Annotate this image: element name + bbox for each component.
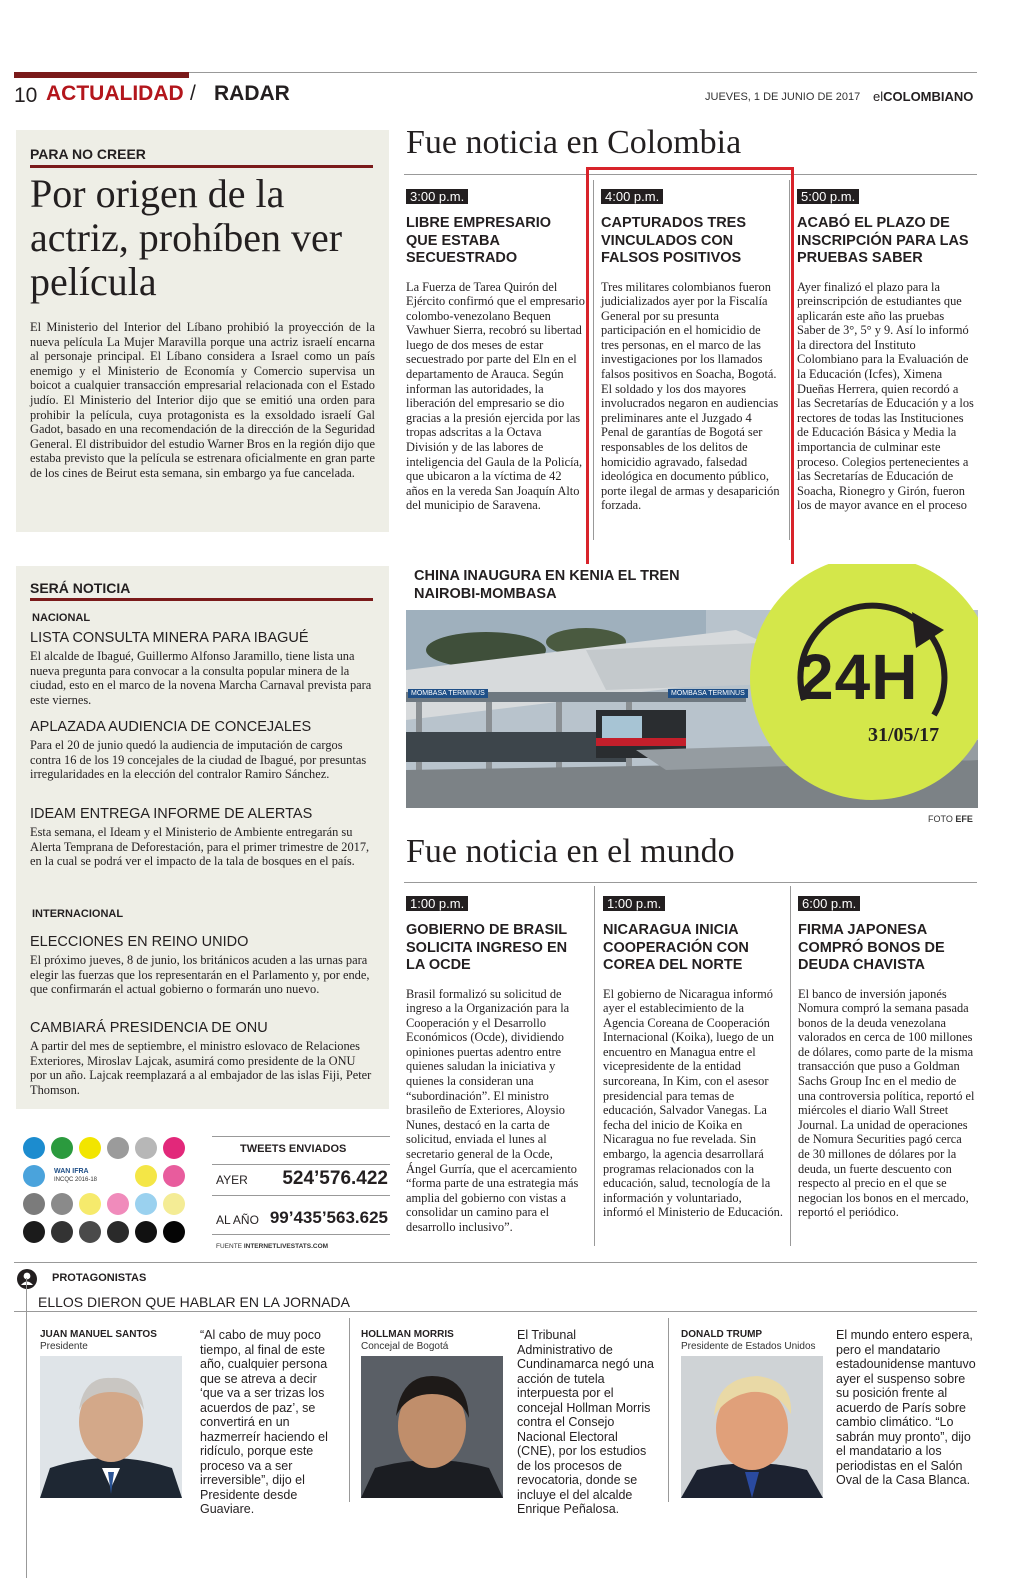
protagonistas-top-rule xyxy=(14,1262,977,1263)
mundo-rule xyxy=(404,882,977,883)
source-label: FUENTE xyxy=(216,1243,242,1250)
column-divider xyxy=(349,1318,350,1502)
column-divider xyxy=(789,180,790,540)
nacional-item xyxy=(30,806,375,869)
section-separator: / xyxy=(190,82,196,105)
item-body: A partir del mes de septiembre, el ministro eslovaco de Relaciones Exteriores, Miroslav Lajcak, asumirá como presidente de la ONU por un año. Lajcak reemplazará a al embajador de las islas Fiji, Peter Thomson. xyxy=(30,1039,372,1097)
brand-name: COLOMBIANO xyxy=(883,89,974,104)
item-title: FIRMA JAPONESA COMPRÓ BONOS DE DEUDA CHAVISTA xyxy=(798,922,945,973)
person-name: JUAN MANUEL SANTOS xyxy=(40,1329,157,1340)
mundo-item-3 xyxy=(798,893,976,1220)
wan-ifra-certification: INCQC 2016-18 xyxy=(54,1177,98,1183)
item-title: CAPTURADOS TRES VINCULADOS CON FALSOS POSITIVOS xyxy=(601,215,747,266)
item-title: LIBRE EMPRESARIO QUE ESTABA SECUESTRADO xyxy=(406,215,552,266)
item-title: IDEAM ENTREGA INFORME DE ALERTAS xyxy=(30,806,313,822)
photo-credit xyxy=(928,814,973,824)
para-no-creer-label: PARA NO CREER xyxy=(30,146,146,162)
item-body: El gobierno de Nicaragua informó ayer el establecimiento de la Agencia Coreana de Cooperación Internacional (Koika), luego de un encuentro en Managua entre el vicepresidente de la entidad surcoreana, In Kim, con el asesor presidencial para temas de educación, Salvador Vanegas. La fecha del inicio de Koika en Nicaragua no fue revelada. Sin embargo, la agencia desarrollará programas relacionados con la educación, salud, tecnología de la información y voluntariado, informó el Ministerio de Educación. xyxy=(603,986,783,1220)
para-no-creer-box xyxy=(16,130,389,532)
person-role: Presidente xyxy=(40,1341,88,1352)
newspaper-brand xyxy=(873,89,973,104)
mundo-item-2 xyxy=(603,893,783,1220)
row-value: 99’435’563.625 xyxy=(269,1208,388,1227)
issue-date: JUEVES, 1 DE JUNIO DE 2017 xyxy=(705,91,861,103)
station-sign: MOMBASA TERMINUS xyxy=(408,689,488,698)
item-title: CAMBIARÁ PRESIDENCIA DE ONU xyxy=(30,1020,268,1036)
para-no-creer-headline: Por origen de la actriz, prohíben ver película xyxy=(30,171,343,304)
person-icon xyxy=(16,1268,38,1290)
item-body: El banco de inversión japonés Nomura compró la semana pasada bonos de la deuda venezolana valorados en cerca de 100 millones de dólares, como parte de la misma transacción que puso a Goldman Sachs Group Inc en el medio de una controversia política, reportó el miércoles el diario Wall Street Journal. La unidad de operaciones de Nomura Securities pagó cerca de 30 millones de dólares por la deuda, un fuerte descuento con respecto al precio en el que se negocian los bonos en el mercado, reportó el periódico. xyxy=(798,986,975,1220)
person-role: Concejal de Bogotá xyxy=(361,1341,449,1352)
sera-noticia-label: SERÁ NOTICIA xyxy=(30,580,131,596)
mundo-heading: Fue noticia en el mundo xyxy=(406,833,735,870)
nacional-item xyxy=(30,630,375,707)
column-divider xyxy=(594,886,595,1246)
person-photo-morris xyxy=(361,1356,503,1498)
item-body: Ayer finalizó el plazo para la preinscripción de estudiantes que aplicarán este año las pruebas Saber de 3°, 5° y 9. Así lo informó la directora del Instituto Colombiano para la Evaluación de la Educación (Icfes), Ximena Dueñas Herrera, quien recordó a las Secretarías de Educación y a los rectores de todas las Instituciones de Educación Básica y Media la importancia de culminar este proceso. Colegios pertenecientes a las Secretarías de Educación de Soacha, Rionegro y Girón, fueron los de mayor avance en el proceso xyxy=(797,279,974,513)
internacional-label: INTERNACIONAL xyxy=(32,908,124,920)
item-body: El alcalde de Ibagué, Guillermo Alfonso Jaramillo, tiene lista una nueva pregunta para convocar a la consulta popular minera de la ciudad, esto en el marco de la novena Marcha Carnaval prevista para este viernes. xyxy=(30,649,372,707)
color-calibration-strip xyxy=(22,1136,188,1248)
photo-credit-label: FOTO xyxy=(928,814,953,824)
item-body: La Fuerza de Tarea Quirón del Ejército confirmó que el empresario colombo-venezolano Bequen Vawhuer Sierra, recobró su libertad luego de dos meses de estar secuestrado por parte del Eln en el departamento de Arauca. Según informan las autoridades, la liberación del empresario se dio gracias a la presión ejercida por las tropas adscritas a la Octava División y de las labores de inteligencia del Gaula de la Policía, que ubicaron a la víctima de 42 años en la vereda San Joaquín Alto del municipio de Saravena. xyxy=(406,279,585,513)
24h-logo-text: 24H xyxy=(798,641,919,713)
24h-date: 31/05/17 xyxy=(868,724,940,746)
station-sign: MOMBASA TERMINUS xyxy=(668,689,748,698)
label-rule xyxy=(30,165,373,168)
person-quote: El mundo entero espera, pero el mandatario estadounidense mantuvo ayer el suspenso sobre su posición frente al acuerdo de París sobre cambio climático. “Lo sabrán muy pronto”, dijo el mandatario a los periodistas en el Salón Oval de la Casa Blanca. xyxy=(836,1328,976,1487)
item-body: El próximo jueves, 8 de junio, los británicos acuden a las urnas para elegir las fuerzas que los representarán en el Parlamento y, por ende, que confirmarán el actual gobierno o formarán uno nuevo. xyxy=(30,953,370,997)
tweets-rule xyxy=(212,1136,390,1137)
section-color-bar xyxy=(14,72,189,78)
photo-credit-name: EFE xyxy=(955,814,973,824)
tweets-row-yesterday xyxy=(212,1164,390,1196)
wan-ifra-badge: WAN IFRA xyxy=(54,1168,89,1175)
internacional-item xyxy=(30,1020,375,1097)
person-quote: El Tribunal Administrativo de Cundinamarca negó una acción de tutela interpuesta por el concejal Hollman Morris contra el Consejo Nacional Electoral (CNE), por los estudios de los procesos de revocatoria, donde se incluye el del alcalde Enrique Peñalosa. xyxy=(517,1328,654,1516)
colombia-item-1 xyxy=(406,186,586,513)
colombia-heading: Fue noticia en Colombia xyxy=(406,124,742,161)
item-title: ELECCIONES EN REINO UNIDO xyxy=(30,934,249,950)
item-body: Para el 20 de junio quedó la audiencia de imputación de cargos contra 16 de los 19 concejales de la ciudad de Ibagué, por presuntas irregularidades en la elección del contralor Ramiro Sánchez. xyxy=(30,738,367,782)
subsection-name: RADAR xyxy=(214,82,290,105)
person-photo-santos xyxy=(40,1356,182,1498)
page-number: 10 xyxy=(14,84,38,107)
protagonistas-subtitle: ELLOS DIERON QUE HABLAR EN LA JORNADA xyxy=(38,1294,350,1310)
time-badge: 4:00 p.m. xyxy=(601,189,663,204)
label-rule xyxy=(30,598,373,601)
source-name: INTERNETLIVESTATS.COM xyxy=(243,1243,329,1250)
time-badge: 1:00 p.m. xyxy=(603,896,665,911)
colombia-item-3 xyxy=(797,186,975,513)
feature-caption: CHINA INAUGURA EN KENIA EL TREN NAIROBI-MOMBASA xyxy=(414,568,680,602)
item-title: GOBIERNO DE BRASIL SOLICITA INGRESO EN LA OCDE xyxy=(406,922,568,973)
person-name: HOLLMAN MORRIS xyxy=(361,1329,454,1340)
column-divider xyxy=(790,886,791,1246)
tweets-row-year xyxy=(212,1204,390,1235)
row-value: 524’576.422 xyxy=(282,1168,388,1189)
item-title: ACABÓ EL PLAZO DE INSCRIPCIÓN PARA LAS PRUEBAS SABER xyxy=(797,215,969,266)
mundo-item-1 xyxy=(406,893,586,1235)
sera-noticia-box xyxy=(16,566,389,1109)
item-title: NICARAGUA INICIA COOPERACIÓN CON COREA DEL NORTE xyxy=(603,922,749,973)
item-title: LISTA CONSULTA MINERA PARA IBAGUÉ xyxy=(30,630,309,646)
brand-prefix: el xyxy=(873,89,884,104)
item-body: Esta semana, el Ideam y el Ministerio de Ambiente entregarán su Alerta Temprana de Deforestación, para el primer trimestre de 2017, en la cual se podrá ver el impacto de la tala de bosques en el país. xyxy=(30,825,370,869)
internacional-item xyxy=(30,934,375,997)
person-name: DONALD TRUMP xyxy=(681,1329,763,1340)
item-body: Brasil formalizó su solicitud de ingreso a la Organización para la Cooperación y el Desarrollo Económicos (Ocde), dividiendo opiniones puertas adentro entre quienes saludan la iniciativa y quienes la consideran una “subordinación”. El ministro brasileño de Exteriores, Aloysio Nunes, destacó en la carta de solicitud, enviada el lunes al secretario general de la Ocde, Ángel Gurría, que el acercamiento “forma parte de una estrategia más amplia del gobierno con vistas a consolidar un camino para el desarrollo inclusivo”. xyxy=(406,986,579,1234)
tweets-source xyxy=(216,1243,328,1250)
para-no-creer-body: El Ministerio del Interior del Líbano prohibió la proyección de la nueva película La Mujer Maravilla porque una actriz israelí encarna al personaje principal. El Líbano considera a Israel como un país enemigo y el Ministerio de Economía y Comercio supervisa un boicot a cualquier transacción empresarial relacionada con el Estado judío. El Ministerio del Interior dijo que se emitió una orden para prohibir la película, cuya protagonista es la exsoldado israelí Gal Gadot, basado en una recomendación de la dirección de la Seguridad General. El distribuidor del estudio Warner Bros en la región dijo que estaba previsto que la película se estrenara oficialmente en gran parte de los cines de Beirut esta semana, sin embargo ya fue cancelada. xyxy=(30,320,375,480)
item-body: Tres militares colombianos fueron judicializados ayer por la Fiscalía General por su presunta participación en el homicidio de tres personas, en el marco de las investigaciones por los llamados falsos positivos en Soacha, Bogotá. El soldado y los dos mayores involucrados negaron en audiencias preliminares ante el Juzgado 4 Penal de garantías de Bogotá ser responsables de los delitos de homicidio agravado, falsedad ideológica en documento público, porte ilegal de armas y desaparición forzada. xyxy=(601,279,780,513)
row-label: AL AÑO xyxy=(216,1213,259,1227)
protagonistas-side-rule xyxy=(26,1278,27,1578)
nacional-item xyxy=(30,719,375,782)
protagonistas-rule xyxy=(14,1311,977,1312)
feature-photo-block xyxy=(406,564,978,808)
person-quote: “Al cabo de muy poco tiempo, al final de este año, cualquier persona que se atreva a decir ‘que va a ser trizas los acuerdos de paz’, se convertirá en un hazmerreír haciendo el ridículo, porque este proceso va a ser irreversible”, dijo el Presidente desde Guaviare. xyxy=(200,1328,328,1516)
time-badge: 1:00 p.m. xyxy=(406,896,468,911)
person-photo-trump xyxy=(681,1356,823,1498)
time-badge: 5:00 p.m. xyxy=(797,189,859,204)
protagonistas-label: PROTAGONISTAS xyxy=(52,1272,147,1284)
item-title: APLAZADA AUDIENCIA DE CONCEJALES xyxy=(30,719,312,735)
time-badge: 3:00 p.m. xyxy=(406,189,468,204)
person-role: Presidente de Estados Unidos xyxy=(681,1341,816,1352)
tweets-label: TWEETS ENVIADOS xyxy=(240,1143,347,1155)
colombia-item-2 xyxy=(601,186,781,513)
section-name: ACTUALIDAD xyxy=(46,82,184,105)
row-label: AYER xyxy=(216,1173,248,1187)
nacional-label: NACIONAL xyxy=(32,612,91,624)
time-badge: 6:00 p.m. xyxy=(798,896,860,911)
column-divider xyxy=(668,1318,669,1502)
